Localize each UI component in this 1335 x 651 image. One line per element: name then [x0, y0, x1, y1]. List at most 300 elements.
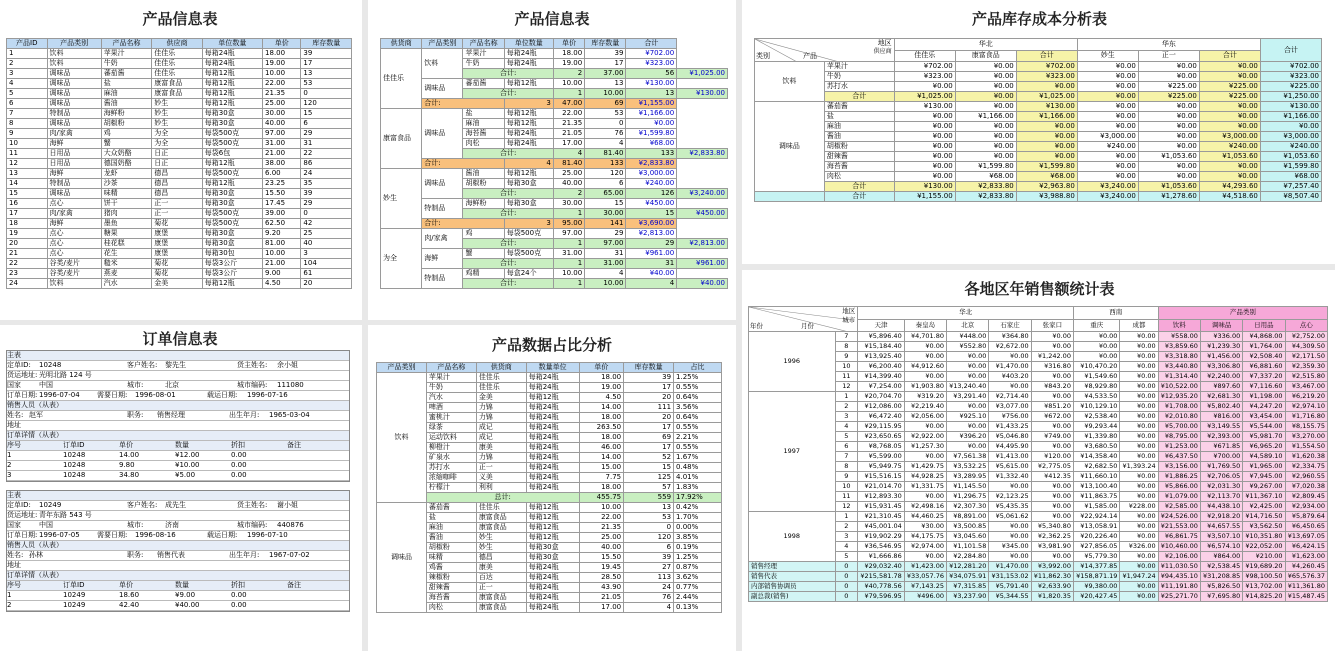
table-cell: 海鲜粉 — [101, 109, 152, 119]
table-cell: 每袋3公斤 — [202, 269, 262, 279]
value-cell: ¥1,145.50 — [947, 482, 989, 492]
value-cell: ¥702.00 — [1016, 62, 1077, 72]
value-cell: ¥31,208.85 — [1200, 572, 1242, 582]
subtotal-label: 合计 — [824, 182, 894, 192]
table-cell: 9 — [7, 129, 48, 139]
table-cell: 15 — [624, 463, 674, 473]
table-cell: 每箱24瓶 — [526, 413, 579, 423]
table-cell: 每箱12瓶 — [202, 159, 262, 169]
table-cell: 1.70% — [674, 513, 722, 523]
value-cell: ¥2,681.30 — [1200, 392, 1242, 402]
value-cell: ¥1,599.80 — [1016, 162, 1077, 172]
table-cell: 20 — [301, 279, 352, 289]
table-cell: 为全 — [152, 129, 203, 139]
value-cell: ¥319.20 — [904, 392, 946, 402]
table-cell: ¥450.00 — [626, 199, 677, 209]
value-cell: ¥4,460.25 — [904, 512, 946, 522]
table-cell: 6 — [585, 179, 626, 189]
value-cell: ¥0.00 — [1120, 332, 1158, 342]
value-cell: ¥0.00 — [1120, 472, 1158, 482]
value-cell: ¥2,538.40 — [1073, 412, 1119, 422]
staff-cell: 销售代表 — [749, 572, 836, 582]
table-cell: 每箱24瓶 — [526, 443, 579, 453]
table-cell: 糖果 — [101, 229, 152, 239]
table-cell: 柠檬汁 — [426, 483, 476, 493]
value-cell: ¥1,296.75 — [947, 492, 989, 502]
table-row — [755, 72, 1322, 82]
table-cell: 苹果汁 — [101, 49, 152, 59]
table-cell: 30.00 — [585, 209, 626, 219]
value-cell: ¥11,862.30 — [1031, 572, 1073, 582]
value-cell: ¥0.00 — [1120, 512, 1158, 522]
table-cell — [287, 451, 343, 460]
table-row — [7, 219, 352, 229]
value-cell: ¥0.00 — [1073, 352, 1119, 362]
table-row — [749, 342, 1328, 352]
table-row — [749, 392, 1328, 402]
supplier-header: 合计 — [1199, 50, 1260, 62]
table-cell: 21.05 — [579, 593, 624, 603]
table-cell: 每箱24瓶 — [526, 593, 579, 603]
product-grouped-panel — [370, 0, 734, 318]
corner-month: 月份 — [801, 322, 814, 330]
value-cell: ¥558.00 — [1158, 332, 1200, 342]
table-cell: 10.00 — [553, 79, 584, 89]
table-cell: 日用品 — [47, 149, 101, 159]
order-field: 111080 — [277, 381, 304, 389]
month-cell: 7 — [835, 452, 858, 462]
table-row — [7, 269, 352, 279]
value-cell: ¥0.00 — [1120, 592, 1158, 602]
table-cell: 31.00 — [263, 139, 301, 149]
city-header: 天津 — [858, 319, 904, 332]
table-cell: 39 — [624, 373, 674, 383]
section-title: 销售人员（从表） — [7, 541, 63, 549]
value-cell: ¥702.00 — [894, 62, 955, 72]
value-cell: ¥1,433.25 — [989, 422, 1031, 432]
table-row — [381, 49, 728, 59]
table-cell: 每箱30包 — [202, 249, 262, 259]
table-row — [7, 149, 352, 159]
table-cell: 菊花 — [152, 219, 203, 229]
value-cell: ¥0.00 — [1260, 122, 1321, 132]
column-header: 备注 — [287, 581, 301, 589]
table-cell: 17 — [624, 383, 674, 393]
month-cell: 8 — [835, 462, 858, 472]
order-line — [7, 371, 349, 381]
value-cell: ¥3,680.50 — [1073, 442, 1119, 452]
value-cell: ¥2,393.00 — [1200, 432, 1242, 442]
table-cell: 9.20 — [263, 229, 301, 239]
table-row — [7, 129, 352, 139]
value-cell: ¥0.00 — [1031, 332, 1073, 342]
order-line — [7, 361, 349, 371]
value-cell: ¥3,045.60 — [947, 532, 989, 542]
value-cell: ¥3,981.90 — [1031, 542, 1073, 552]
value-cell: ¥7,561.38 — [947, 452, 989, 462]
table-cell: 2 — [553, 69, 584, 79]
value-cell: ¥2,334.75 — [1285, 462, 1327, 472]
table-cell: 18.00 — [579, 433, 624, 443]
value-cell: ¥20,427.45 — [1073, 592, 1119, 602]
month-cell: 12 — [835, 382, 858, 392]
table-cell: 6 — [301, 119, 352, 129]
product-cell: 麻油 — [824, 122, 894, 132]
table-cell: 百达 — [476, 573, 526, 583]
value-cell: ¥0.00 — [1199, 72, 1260, 82]
table-cell: 133 — [626, 149, 677, 159]
month-cell: 7 — [835, 332, 858, 342]
table-cell: 1 — [553, 259, 584, 269]
table-cell: 每箱12瓶 — [504, 79, 553, 89]
table-cell: 苹果汁 — [426, 373, 476, 383]
value-cell: ¥0.00 — [955, 122, 1016, 132]
table-cell: 鸡酱 — [426, 563, 476, 573]
table-cell: 1.25% — [674, 373, 722, 383]
table-row — [377, 483, 722, 493]
column-header: 库存数量 — [585, 39, 626, 49]
table-cell: 0.00 — [231, 471, 247, 479]
section-title: 订单详情（从表） — [7, 571, 63, 579]
table-cell: 10248 — [63, 461, 86, 469]
value-cell: ¥19,689.20 — [1243, 562, 1285, 572]
table-row — [7, 79, 352, 89]
value-cell: ¥40,778.56 — [858, 582, 904, 592]
value-cell: ¥14,358.40 — [1073, 452, 1119, 462]
order-field: 1996-07-16 — [247, 391, 288, 399]
value-cell: ¥5,802.40 — [1200, 402, 1242, 412]
value-cell: ¥1,332.40 — [989, 472, 1031, 482]
value-cell: ¥68.00 — [1260, 172, 1321, 182]
order-field: 中国 — [39, 521, 53, 529]
table-cell: 每箱24瓶 — [526, 573, 579, 583]
value-cell: ¥130.00 — [1016, 102, 1077, 112]
column-header: 库存数量 — [301, 39, 352, 49]
value-cell: ¥2,123.25 — [989, 492, 1031, 502]
table-cell: ¥9.00 — [175, 591, 196, 599]
table-cell: 56 — [626, 69, 677, 79]
table-cell: 胡椒粉 — [101, 119, 152, 129]
table-cell: 18 — [7, 219, 48, 229]
table-cell: 德昌 — [476, 553, 526, 563]
table-cell: 14.00 — [119, 451, 140, 459]
value-cell: ¥0.00 — [1138, 102, 1199, 112]
value-cell: ¥4,928.25 — [904, 472, 946, 482]
order-line — [7, 581, 349, 591]
value-cell: ¥0.00 — [1016, 82, 1077, 92]
table-cell: ¥1,599.80 — [626, 129, 677, 139]
value-cell: ¥7,337.20 — [1243, 372, 1285, 382]
value-cell: ¥94,435.10 — [1158, 572, 1200, 582]
month-cell: 1 — [835, 512, 858, 522]
table-row — [749, 532, 1328, 542]
table-cell: 1 — [553, 279, 584, 289]
value-cell: ¥3,992.00 — [1031, 562, 1073, 572]
value-cell: ¥3,000.00 — [1260, 132, 1321, 142]
table-cell: 40.00 — [579, 543, 624, 553]
table-cell: 0.55% — [674, 383, 722, 393]
value-cell: ¥0.00 — [904, 342, 946, 352]
table-cell: 沙茶 — [101, 179, 152, 189]
staff-cell: 副总裁(销售) — [749, 592, 836, 602]
region-header: 华北 — [858, 307, 1074, 320]
table-row — [7, 259, 352, 269]
table-cell: 1 — [7, 49, 48, 59]
table-cell: 0.64% — [674, 393, 722, 403]
value-cell: ¥130.00 — [894, 102, 955, 112]
subtotal-label: 合计: — [463, 69, 553, 79]
table-cell: 81.00 — [263, 239, 301, 249]
table-cell: 味精 — [426, 553, 476, 563]
table-cell: 佳佳乐 — [476, 383, 526, 393]
value-cell: ¥228.00 — [1120, 502, 1158, 512]
table-cell: 肉/家禽 — [47, 129, 101, 139]
table-cell: 2 — [553, 189, 584, 199]
value-cell: ¥851.20 — [1031, 402, 1073, 412]
value-cell: ¥3,077.00 — [989, 402, 1031, 412]
corner-category: 类别 — [756, 52, 770, 60]
value-cell: ¥6,472.40 — [858, 412, 904, 422]
table-cell: 65.00 — [585, 189, 626, 199]
value-cell: ¥13,702.00 — [1243, 582, 1285, 592]
table-cell: 正一 — [152, 199, 203, 209]
month-cell: 6 — [835, 442, 858, 452]
value-cell: ¥36,546.95 — [858, 542, 904, 552]
year-cell: 1996 — [749, 332, 836, 392]
product-cell: 海苔酱 — [824, 162, 894, 172]
table-cell: 20 — [624, 393, 674, 403]
order-field: 10248 — [39, 361, 62, 369]
table-cell: 0.00 — [231, 461, 247, 469]
value-cell: ¥21,014.70 — [858, 482, 904, 492]
table-cell: 每箱24瓶 — [526, 373, 579, 383]
order-line — [7, 391, 349, 401]
value-cell: ¥1,585.00 — [1073, 502, 1119, 512]
table-cell: 点心 — [47, 199, 101, 209]
table-row — [749, 552, 1328, 562]
value-cell: ¥5,779.30 — [1073, 552, 1119, 562]
table-cell: 2 — [7, 601, 12, 609]
table-row — [749, 412, 1328, 422]
header-row — [755, 39, 1322, 51]
table-row — [749, 522, 1328, 532]
blank-cell — [755, 192, 825, 202]
table-cell: 81.40 — [553, 159, 584, 169]
value-cell: ¥8,768.05 — [858, 442, 904, 452]
value-cell: ¥0.00 — [1120, 562, 1158, 572]
table-cell: 调味品 — [47, 79, 101, 89]
table-cell: 调味品 — [47, 89, 101, 99]
value-cell: ¥2,515.80 — [1285, 372, 1327, 382]
table-cell: 19.00 — [553, 59, 584, 69]
value-cell: ¥0.00 — [947, 422, 989, 432]
value-cell: ¥323.00 — [894, 72, 955, 82]
value-cell: ¥0.00 — [955, 102, 1016, 112]
value-cell: ¥5,340.80 — [1031, 522, 1073, 532]
table-cell: 81.40 — [585, 149, 626, 159]
product-cell: 苏打水 — [824, 82, 894, 92]
table-row — [749, 502, 1328, 512]
table-cell: 金美 — [152, 279, 203, 289]
value-cell: ¥0.00 — [1077, 152, 1138, 162]
value-cell: ¥3,000.00 — [1199, 132, 1260, 142]
table-cell: 汽水 — [426, 393, 476, 403]
table-row — [381, 109, 728, 119]
table-cell: 4.50 — [263, 279, 301, 289]
table-cell: ¥40.00 — [626, 269, 677, 279]
table-cell: ¥240.00 — [626, 179, 677, 189]
column-header: 备注 — [287, 441, 301, 449]
value-cell: ¥0.00 — [1120, 352, 1158, 362]
table-cell: 23.25 — [263, 179, 301, 189]
table-cell: ¥40.00 — [175, 601, 200, 609]
value-cell: ¥2,031.30 — [1200, 482, 1242, 492]
value-cell: ¥5,791.40 — [989, 582, 1031, 592]
value-cell: ¥13,240.40 — [947, 382, 989, 392]
table-row — [377, 603, 722, 613]
order-line — [7, 531, 349, 541]
table-cell: 佳佳乐 — [476, 503, 526, 513]
product-cell: 苹果汁 — [824, 62, 894, 72]
table-cell: 3 — [301, 249, 352, 259]
category-cell: 调味品 — [422, 169, 463, 199]
value-cell: ¥4,701.80 — [904, 332, 946, 342]
table-row — [381, 79, 728, 89]
month-cell: 0 — [835, 592, 858, 602]
table-row — [755, 122, 1322, 132]
product-cell: 牛奶 — [824, 72, 894, 82]
table-cell: 每箱30盒 — [202, 189, 262, 199]
table-cell: 42.40 — [119, 601, 140, 609]
value-cell: ¥3,149.55 — [1200, 422, 1242, 432]
value-cell: ¥4,495.90 — [989, 442, 1031, 452]
value-cell: ¥0.00 — [947, 362, 989, 372]
table-cell: 28.50 — [579, 573, 624, 583]
value-cell: ¥3,562.50 — [1243, 522, 1285, 532]
order-field: 客户姓名: — [127, 501, 158, 509]
value-cell: ¥2,585.00 — [1158, 502, 1200, 512]
table-cell: 每袋500克 — [504, 249, 553, 259]
column-header: 折扣 — [231, 581, 245, 589]
value-cell: ¥24,526.00 — [1158, 512, 1200, 522]
value-cell: ¥1,470.00 — [989, 562, 1031, 572]
value-cell: ¥225.00 — [1138, 82, 1199, 92]
value-cell: ¥0.00 — [989, 482, 1031, 492]
value-cell: ¥6,881.60 — [1243, 362, 1285, 372]
table-cell: 10.00 — [263, 69, 301, 79]
table-row — [7, 229, 352, 239]
table-cell: 17 — [624, 423, 674, 433]
order-field: 青年东路 543 号 — [39, 511, 92, 519]
value-cell: ¥2,918.20 — [1200, 512, 1242, 522]
table-cell: 24 — [7, 279, 48, 289]
table-row — [749, 432, 1328, 442]
value-cell: ¥0.00 — [1120, 372, 1158, 382]
value-cell: ¥2,240.00 — [1200, 372, 1242, 382]
table-cell: 酱油 — [463, 169, 504, 179]
value-cell: ¥1,764.00 — [1243, 342, 1285, 352]
table-cell: 佳佳乐 — [476, 373, 526, 383]
value-cell: ¥3,306.80 — [1200, 362, 1242, 372]
table-cell: 61 — [301, 269, 352, 279]
value-cell: ¥0.00 — [1077, 122, 1138, 132]
column-header: 产品名称 — [463, 39, 504, 49]
table-cell: 蕃茄酱 — [463, 79, 504, 89]
grand-total-header: 合计 — [1260, 39, 1321, 62]
category-cell: 饮料 — [422, 49, 463, 79]
column-header: 数量 — [175, 441, 189, 449]
month-cell: 4 — [835, 422, 858, 432]
table-cell: 29 — [626, 239, 677, 249]
table-cell: 1 — [553, 239, 584, 249]
total-row — [377, 493, 722, 503]
supplier-header: 佳佳乐 — [894, 50, 955, 62]
table-cell: 蕃茄酱 — [426, 503, 476, 513]
value-cell: ¥2,974.00 — [904, 542, 946, 552]
value-cell: ¥7,143.25 — [904, 582, 946, 592]
table-cell: 17 — [7, 209, 48, 219]
table-cell: 39.00 — [263, 209, 301, 219]
table-cell: ¥1,166.00 — [626, 109, 677, 119]
table-row — [377, 513, 722, 523]
column-header: 单价 — [119, 441, 133, 449]
column-header: 序号 — [7, 441, 21, 449]
table-cell: 调味品 — [47, 189, 101, 199]
table-row — [7, 159, 352, 169]
value-cell: ¥158,871.19 — [1073, 572, 1119, 582]
table-cell: 20 — [624, 413, 674, 423]
table-cell: 4 — [624, 603, 674, 613]
value-cell: ¥0.00 — [1120, 432, 1158, 442]
table-cell: 40 — [301, 239, 352, 249]
value-cell: ¥4,868.00 — [1243, 332, 1285, 342]
table-cell: 97.00 — [263, 129, 301, 139]
value-cell: ¥10,351.80 — [1243, 532, 1285, 542]
table-cell: 每袋500克 — [202, 129, 262, 139]
value-cell: ¥1,242.00 — [1031, 352, 1073, 362]
value-cell: ¥1,166.00 — [955, 112, 1016, 122]
month-cell: 9 — [835, 352, 858, 362]
value-cell: ¥1,314.40 — [1158, 372, 1200, 382]
total-row — [381, 99, 728, 109]
table-cell: 22 — [7, 259, 48, 269]
value-cell: ¥2,498.16 — [904, 502, 946, 512]
table-cell: 每箱24瓶 — [526, 453, 579, 463]
table-cell: 104 — [301, 259, 352, 269]
value-cell: ¥1,393.24 — [1120, 462, 1158, 472]
table-cell: 263.50 — [579, 423, 624, 433]
table-row — [7, 169, 352, 179]
value-cell: ¥9,380.00 — [1073, 582, 1119, 592]
table-cell: 97.00 — [585, 239, 626, 249]
table-row — [7, 279, 352, 289]
month-cell: 11 — [835, 492, 858, 502]
value-cell: ¥6,424.15 — [1285, 542, 1327, 552]
value-cell: ¥0.00 — [894, 132, 955, 142]
table-cell: 麻油 — [463, 119, 504, 129]
value-cell: ¥2,706.05 — [1200, 472, 1242, 482]
table-cell: 22 — [301, 149, 352, 159]
column-header: 单价 — [553, 39, 584, 49]
value-cell: ¥12,893.30 — [858, 492, 904, 502]
product-info-panel — [0, 0, 360, 318]
order-line — [7, 501, 349, 511]
value-cell: ¥2,833.80 — [955, 192, 1016, 202]
value-cell: ¥364.80 — [989, 332, 1031, 342]
value-cell: ¥21,553.00 — [1158, 522, 1200, 532]
month-cell: 8 — [835, 342, 858, 352]
value-cell: ¥5,981.70 — [1243, 432, 1285, 442]
